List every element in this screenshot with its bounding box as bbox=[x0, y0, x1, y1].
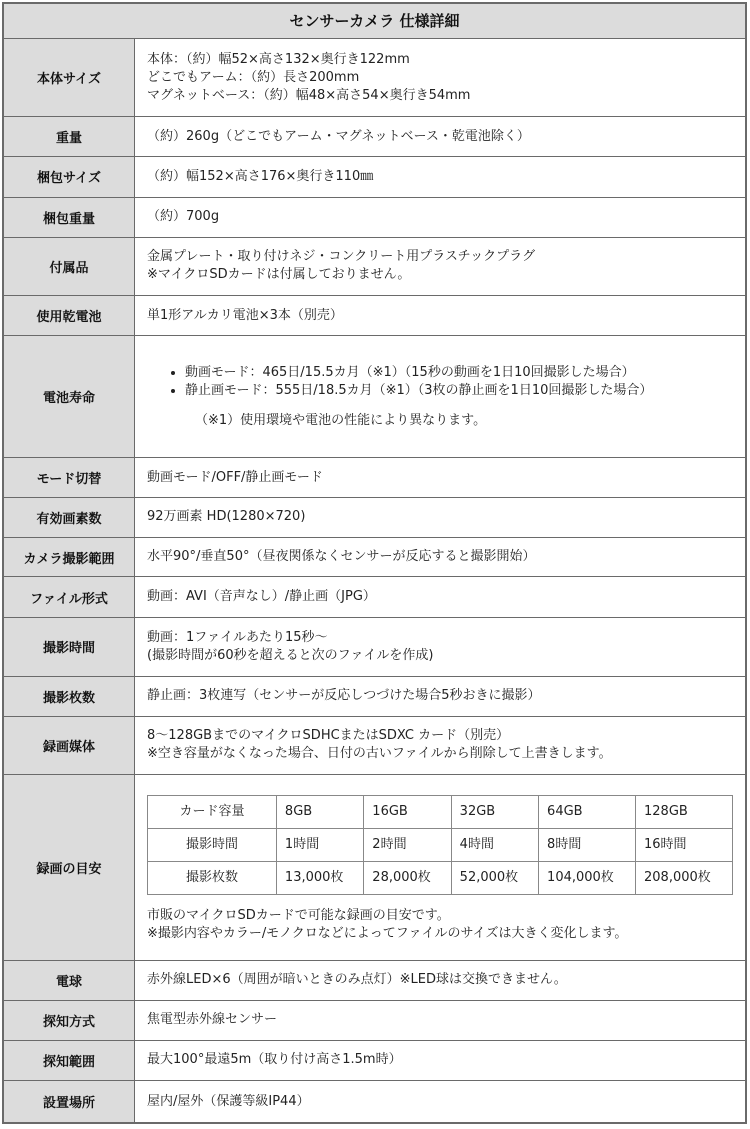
spec-value bbox=[135, 961, 745, 1000]
spec-line: マグネットベース：（約）幅48×高さ54×奥行き54mm bbox=[147, 87, 471, 103]
spec-value bbox=[135, 1041, 745, 1081]
sheet-title: センサーカメラ 仕様詳細 bbox=[4, 4, 745, 39]
spec-line: 最大100°最遠5m（取り付け高さ1.5m時） bbox=[147, 1052, 402, 1068]
capacity-table bbox=[147, 795, 733, 895]
spec-label: 録画媒体 bbox=[4, 717, 135, 775]
spec-line: 静止画：3枚連写（センサーが反応しつづけた場合5秒おきに撮影） bbox=[147, 688, 541, 704]
spec-row-shot-count bbox=[4, 677, 745, 717]
table-row bbox=[148, 795, 733, 828]
table-cell: 208,000枚 bbox=[636, 861, 733, 894]
spec-row-battery bbox=[4, 296, 745, 336]
spec-label: 電球 bbox=[4, 961, 135, 1000]
table-cell: 28,000枚 bbox=[364, 861, 451, 894]
spec-value bbox=[135, 618, 745, 676]
spec-label: 探知方式 bbox=[4, 1001, 135, 1040]
spec-row-recording-time bbox=[4, 618, 745, 677]
spec-label: 撮影時間 bbox=[4, 618, 135, 676]
spec-row-recording-media bbox=[4, 717, 745, 776]
spec-line: 焦電型赤外線センサー bbox=[147, 1012, 278, 1028]
spec-value bbox=[135, 1081, 745, 1122]
table-cell: 16時間 bbox=[636, 828, 733, 861]
battery-life-list bbox=[147, 364, 733, 400]
spec-label: 付属品 bbox=[4, 238, 135, 296]
spec-row-body-size bbox=[4, 39, 745, 118]
spec-value bbox=[135, 498, 745, 537]
spec-value bbox=[135, 157, 745, 197]
spec-line: ※撮影内容やカラー/モノクロなどによってファイルのサイズは大きく変化します。 bbox=[147, 925, 628, 941]
spec-line: （約）700g bbox=[147, 209, 220, 225]
spec-row-weight bbox=[4, 117, 745, 157]
table-cell: 104,000枚 bbox=[539, 861, 636, 894]
table-cell: 2時間 bbox=[364, 828, 451, 861]
spec-line: 屋内/屋外（保護等級IP44） bbox=[147, 1093, 310, 1109]
spec-value bbox=[135, 296, 745, 335]
spec-line: 本体：（約）幅52×高さ132×奥行き122mm bbox=[147, 51, 410, 67]
spec-row-pixels bbox=[4, 498, 745, 538]
spec-row-installation bbox=[4, 1081, 745, 1122]
spec-row-battery-life bbox=[4, 336, 745, 458]
spec-row-file-format bbox=[4, 577, 745, 618]
spec-value bbox=[135, 458, 745, 497]
battery-life-note: （※1）使用環境や電池の性能により異なります。 bbox=[195, 412, 487, 428]
battery-life-item: • 静止画モード：555日/18.5カ月（※1）（3枚の静止画を1日10回撮影した場合） bbox=[185, 382, 733, 400]
spec-value bbox=[135, 577, 745, 617]
spec-value bbox=[135, 717, 745, 775]
table-cell: 32GB bbox=[451, 795, 538, 828]
spec-row-bulb bbox=[4, 961, 745, 1001]
spec-line: どこでもアーム：（約）長さ200mm bbox=[147, 69, 360, 85]
spec-line: 動画：1ファイルあたり15秒～ bbox=[147, 629, 328, 645]
spec-line: ※マイクロSDカードは付属しておりません。 bbox=[147, 267, 411, 283]
spec-label: 電池寿命 bbox=[4, 336, 135, 457]
spec-line: 単1形アルカリ電池×3本（別売） bbox=[147, 307, 343, 323]
table-cell: 13,000枚 bbox=[276, 861, 363, 894]
spec-line: 水平90°/垂直50°（昼夜関係なくセンサーが反応すると撮影開始） bbox=[147, 549, 536, 565]
table-cell: 16GB bbox=[364, 795, 451, 828]
recording-guide-notes bbox=[147, 907, 733, 943]
spec-label: 重量 bbox=[4, 117, 135, 156]
spec-line: 金属プレート・取り付けネジ・コンクリート用プラスチックプラグ bbox=[147, 249, 536, 265]
spec-line: (撮影時間が60秒を超えると次のファイルを作成) bbox=[147, 647, 434, 663]
spec-sheet bbox=[2, 2, 747, 1124]
spec-line: ※空き容量がなくなった場合、日付の古いファイルから削除して上書きします。 bbox=[147, 746, 612, 762]
spec-row-detection-range bbox=[4, 1041, 745, 1082]
spec-row-detection-method bbox=[4, 1001, 745, 1041]
spec-value bbox=[135, 117, 745, 156]
table-cell: 8GB bbox=[276, 795, 363, 828]
spec-label: 設置場所 bbox=[4, 1081, 135, 1122]
spec-line: 動画：AVI（音声なし）/静止画（JPG） bbox=[147, 589, 376, 605]
spec-line: 市販のマイクロSDカードで可能な録画の目安です。 bbox=[147, 907, 450, 923]
table-cell: 52,000枚 bbox=[451, 861, 538, 894]
table-header-cell: 撮影時間 bbox=[148, 828, 277, 861]
spec-row-package-size bbox=[4, 157, 745, 198]
spec-line: 92万画素 HD(1280×720) bbox=[147, 509, 306, 525]
spec-line: 動画モード/OFF/静止画モード bbox=[147, 469, 323, 485]
table-header-cell: カード容量 bbox=[148, 795, 277, 828]
table-row bbox=[148, 828, 733, 861]
spec-label: 撮影枚数 bbox=[4, 677, 135, 716]
spec-row-accessories bbox=[4, 238, 745, 297]
spec-value bbox=[135, 198, 745, 237]
battery-life-item: • 動画モード：465日/15.5カ月（※1）（15秒の動画を1日10回撮影した場合） bbox=[185, 364, 733, 382]
spec-label: 本体サイズ bbox=[4, 39, 135, 117]
spec-label: 探知範囲 bbox=[4, 1041, 135, 1081]
spec-label: モード切替 bbox=[4, 458, 135, 497]
table-cell: 8時間 bbox=[539, 828, 636, 861]
spec-value bbox=[135, 677, 745, 716]
spec-line: 8～128GBまでのマイクロSDHCまたはSDXC カード（別売） bbox=[147, 728, 510, 744]
spec-value bbox=[135, 336, 745, 457]
spec-line: （約）幅152×高さ176×奥行き110㎜ bbox=[147, 168, 374, 184]
spec-label: 梱包サイズ bbox=[4, 157, 135, 197]
spec-label: 使用乾電池 bbox=[4, 296, 135, 335]
spec-row-recording-guide bbox=[4, 775, 745, 961]
table-row bbox=[148, 861, 733, 894]
spec-label: カメラ撮影範囲 bbox=[4, 538, 135, 577]
table-cell: 64GB bbox=[539, 795, 636, 828]
spec-value bbox=[135, 775, 745, 960]
spec-row-package-weight bbox=[4, 198, 745, 238]
spec-value bbox=[135, 39, 745, 117]
table-cell: 4時間 bbox=[451, 828, 538, 861]
spec-value bbox=[135, 538, 745, 577]
table-cell: 128GB bbox=[636, 795, 733, 828]
spec-row-camera-range bbox=[4, 538, 745, 578]
spec-row-mode-switch bbox=[4, 458, 745, 498]
spec-label: 有効画素数 bbox=[4, 498, 135, 537]
spec-value bbox=[135, 1001, 745, 1040]
table-header-cell: 撮影枚数 bbox=[148, 861, 277, 894]
spec-label: 梱包重量 bbox=[4, 198, 135, 237]
spec-label: 録画の目安 bbox=[4, 775, 135, 960]
spec-line: （約）260g（どこでもアーム・マグネットベース・乾電池除く） bbox=[147, 128, 530, 144]
spec-label: ファイル形式 bbox=[4, 577, 135, 617]
spec-line: 赤外線LED×6（周囲が暗いときのみ点灯）※LED球は交換できません。 bbox=[147, 972, 567, 988]
spec-value bbox=[135, 238, 745, 296]
table-cell: 1時間 bbox=[276, 828, 363, 861]
